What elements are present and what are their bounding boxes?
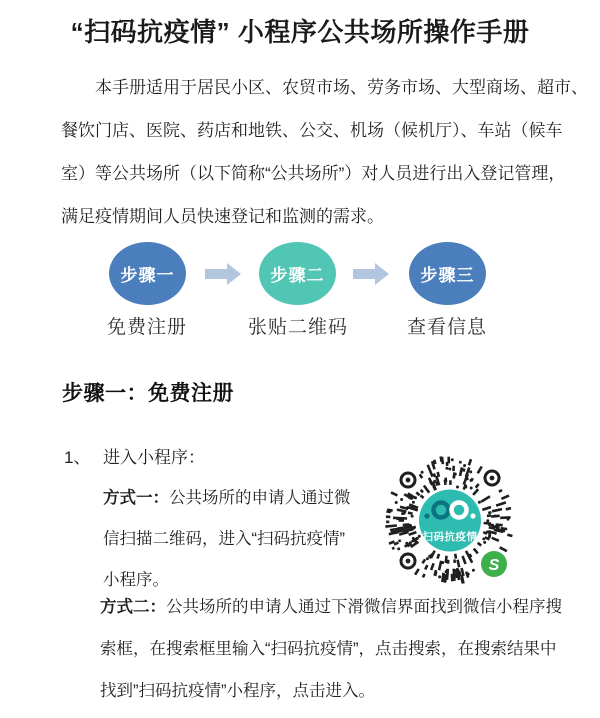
method1-line-1 [103,478,415,519]
intro-line-1: 本手册适用于居民小区、农贸市场、劳务市场、大型商场、超市、 [95,78,588,97]
intro-line-2: 餐饮门店、医院、药店和地铁、公交、机场（候机厅）、车站（候车 [61,121,563,140]
step-circle-2-label: 步骤二 [270,266,325,285]
intro-paragraph [61,66,588,238]
arrow-right-shape [205,263,241,285]
section-heading: 步骤一：免费注册 [62,382,234,405]
arrow-right-shape [353,263,389,285]
qr-center-text: 扫码抗疫情 [422,531,478,543]
step-circle-1 [109,242,186,305]
method1-line-1-text: 公共场所的申请人通过微 [169,489,351,507]
intro-line-3: 室）等公共场所（以下简称“公共场所”）对人员进行出入登记管理， [61,164,566,183]
method1-line-3: 小程序。 [103,571,169,589]
step-circle-2 [259,242,336,305]
method1-label: 方式一： [103,489,169,507]
badge-letter: S [488,557,500,574]
arrow-right-icon-1 [205,263,241,285]
method1-paragraph [103,478,415,601]
method2-paragraph [100,586,562,712]
step-caption-3: 查看信息 [406,317,487,338]
arrow-right-icon-2 [353,263,389,285]
step-circle-3 [409,242,486,305]
step-caption-1: 免费注册 [106,317,187,338]
step-circle-3-label: 步骤三 [420,266,475,285]
method2-line-3: 找到”扫码抗疫情”小程序，点击进入。 [100,682,375,700]
method2-line-1-text: 公共场所的申请人通过下滑微信界面找到微信小程序搜 [166,598,562,616]
step-circle-1-label: 步骤一 [120,266,175,285]
qr-eye-top-left [401,473,415,487]
method2-label: 方式二： [100,598,166,616]
qr-eye-bottom-left [401,554,415,568]
wechat-miniprogram-badge-icon [481,551,507,577]
list-item-title: 进入小程序： [103,448,205,467]
page-title: “扫码抗疫情” 小程序公共场所操作手册 [70,17,530,47]
method1-line-2: 信扫描二维码，进入“扫码抗疫情” [103,530,345,548]
qr-eye-top-right [485,471,499,485]
intro-line-4: 满足疫情期间人员快速登记和监测的需求。 [61,207,384,226]
list-item-number: 1、 [64,448,91,467]
method2-line-2: 索框，在搜索框里输入“扫码抗疫情”，点击搜索，在搜索结果中 [100,640,557,658]
step-caption-2: 张贴二维码 [247,317,348,338]
method2-line-1 [100,586,562,628]
qr-code [372,448,552,598]
